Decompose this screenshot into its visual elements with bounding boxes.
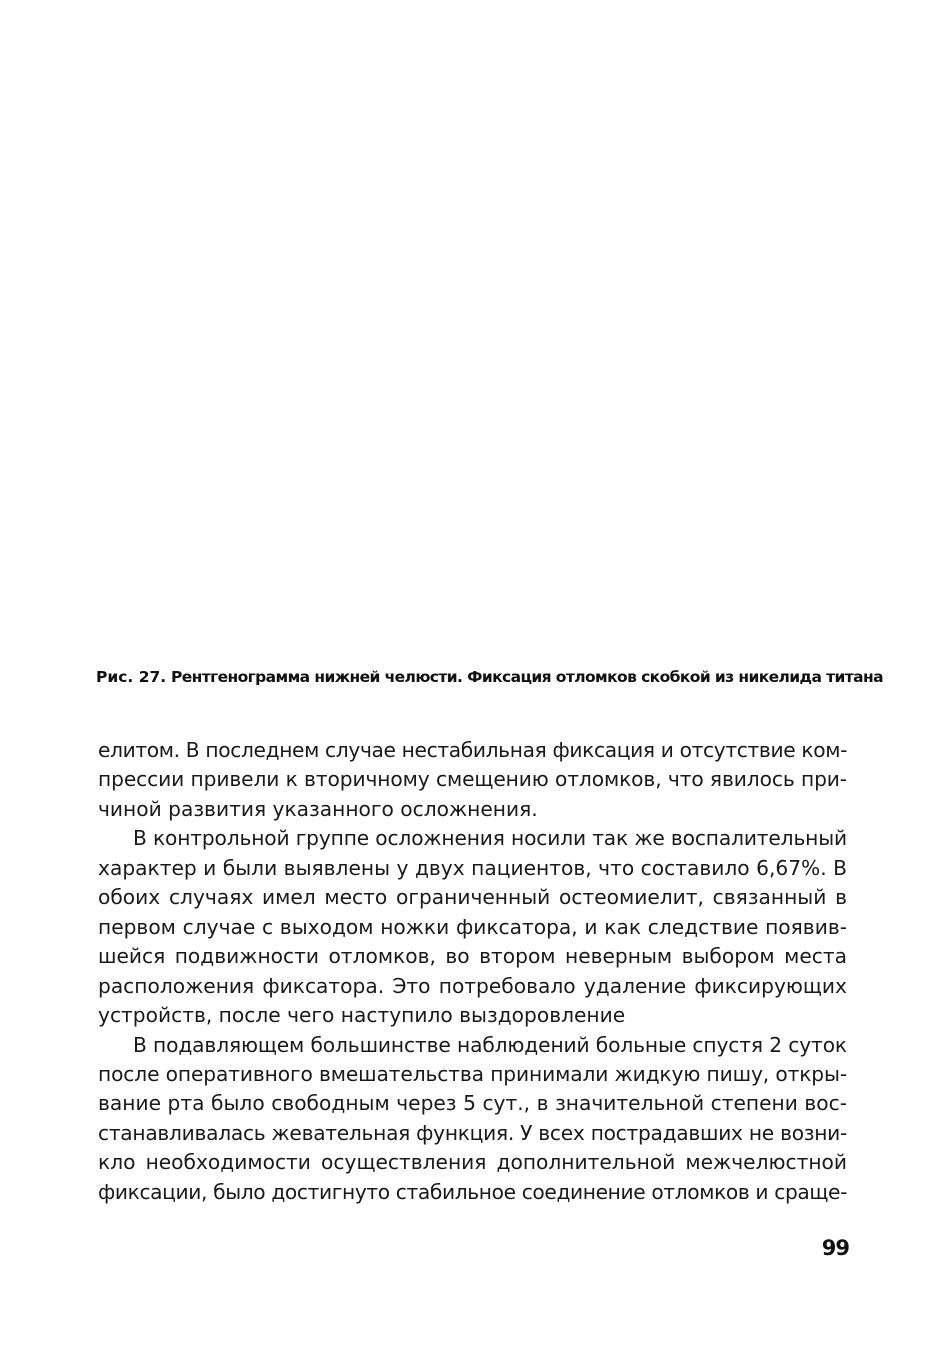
text-line: устройств, после чего наступило выздоровление — [98, 1003, 626, 1028]
text-line: прессии привели к вторичному смещению отломков, что явилось при- — [98, 767, 847, 792]
figure-caption — [96, 668, 883, 686]
body-text — [98, 736, 847, 1207]
text-line: расположения фиксатора. Это потребовало удаление фиксирующих — [98, 973, 847, 998]
text-line: вание рта было свободным через 5 сут., в значительной степени вос- — [98, 1091, 847, 1116]
figure-caption-text: Рентгенограмма нижней челюсти. Фиксация отломков скобкой из никелида титана — [170, 668, 883, 686]
text-line: В контрольной группе осложнения носили так же воспалительный — [133, 826, 847, 851]
figure-caption-number: Рис. 27. — [96, 668, 167, 686]
text-line: обоих случаях имел место ограниченный остеомиелит, связанный в — [98, 885, 847, 910]
page-number: 99 — [821, 1236, 849, 1260]
text-line: первом случае с выходом ножки фиксатора, и как следствие появив- — [98, 914, 847, 939]
text-line: В подавляющем большинстве наблюдений больные спустя 2 суток — [133, 1032, 847, 1057]
text-line: после оперативного вмешательства принимали жидкую пишу, откры- — [98, 1061, 847, 1086]
text-line: фиксации, было достигнуто стабильное соединение отломков и сраще- — [98, 1179, 848, 1204]
text-line: шейся подвижности отломков, во втором неверным выбором места — [98, 944, 847, 969]
text-line: чиной развития указанного осложнения. — [98, 796, 538, 821]
text-line: характер и были выявлены у двух пациентов, что составило 6,67%. В — [98, 855, 847, 880]
text-line: елитом. В последнем случае нестабильная фиксация и отсутствие ком- — [98, 738, 847, 762]
figure-placeholder — [97, 40, 847, 650]
text-line: станавливалась жевательная функция. У всех пострадавших не возни- — [98, 1120, 847, 1145]
text-line: кло необходимости осуществления дополнительной межчелюстной — [98, 1150, 847, 1175]
